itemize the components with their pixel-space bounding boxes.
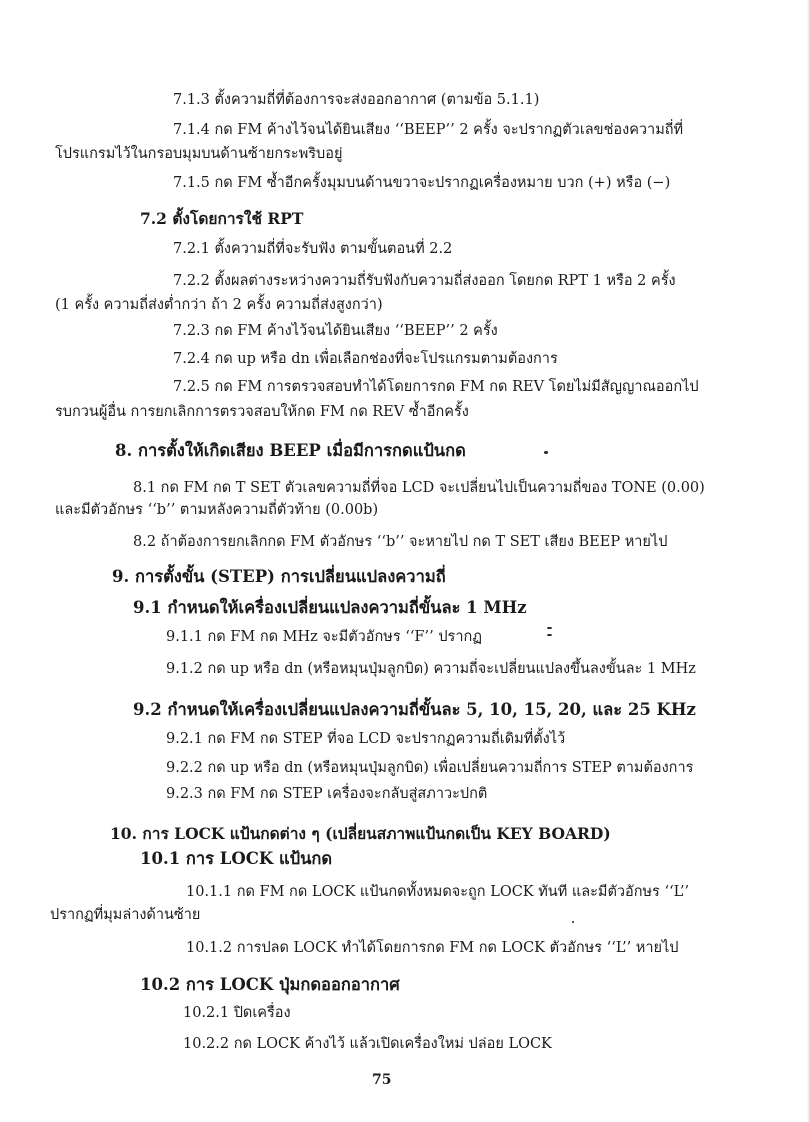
item-9-1-2: 9.1.2 กด up หรือ dn (หรือหมุนปุ่มลูกบิด) ความถี่จะเปลี่ยนแปลงขึ้นลงขั้นละ 1 MHz: [166, 661, 696, 677]
heading-10: 10. การ LOCK แป้นกดต่าง ๆ (เปลี่ยนสภาพแป้นกดเป็น KEY BOARD): [110, 824, 611, 843]
item-7-2-3: 7.2.3 กด FM ค้างไว้จนได้ยินเสียง ‘‘BEEP’’ 2 ครั้ง: [173, 323, 498, 339]
item-7-1-5: 7.1.5 กด FM ซ้ำอีกครั้งมุมบนด้านขวาจะปรากฏเครื่องหมาย บวก (+) หรือ (−): [173, 175, 671, 191]
heading-9: 9. การตั้งขั้น (STEP) การเปลี่ยนแปลงความถี่: [112, 567, 446, 586]
page-number: 75: [372, 1072, 392, 1088]
item-10-1-1-cont: ปรากฏที่มุมล่างด้านซ้าย: [50, 907, 201, 923]
scan-speck: [547, 627, 552, 629]
heading-10-2: 10.2 การ LOCK ปุ่มกดออกอากาศ: [140, 975, 400, 994]
item-7-2-5: 7.2.5 กด FM การตรวจสอบทำได้โดยการกด FM กด REV โดยไม่มีสัญญาณออกไป: [173, 379, 699, 395]
item-7-1-4: 7.1.4 กด FM ค้างไว้จนได้ยินเสียง ‘‘BEEP’’ 2 ครั้ง จะปรากฏตัวเลขช่องความถี่ที่: [173, 122, 684, 138]
item-7-2-5-cont: รบกวนผู้อื่น การยกเลิกการตรวจสอบให้กด FM กด REV ซ้ำอีกครั้ง: [55, 404, 469, 420]
item-9-2-1: 9.2.1 กด FM กด STEP ที่จอ LCD จะปรากฏความถี่เดิมที่ตั้งไว้: [166, 731, 566, 747]
heading-7-2: 7.2 ตั้งโดยการใช้ RPT: [140, 209, 304, 228]
item-8-2: 8.2 ถ้าต้องการยกเลิกกด FM ตัวอักษร ‘‘b’’ จะหายไป กด T SET เสียง BEEP หายไป: [133, 534, 668, 550]
item-9-2-2: 9.2.2 กด up หรือ dn (หรือหมุนปุ่มลูกบิด) เพื่อเปลี่ยนความถี่การ STEP ตามต้องการ: [166, 760, 694, 776]
item-10-1-2: 10.1.2 การปลด LOCK ทำได้โดยการกด FM กด LOCK ตัวอักษร ‘‘L’’ หายไป: [186, 940, 679, 956]
item-7-1-3: 7.1.3 ตั้งความถี่ที่ต้องการจะส่งออกอากาศ (ตามข้อ 5.1.1): [173, 92, 540, 108]
scan-speck: [572, 921, 574, 923]
item-7-1-4-cont: โปรแกรมไว้ในกรอบมุมบนด้านซ้ายกระพริบอยู่: [55, 146, 343, 162]
item-7-2-2: 7.2.2 ตั้งผลต่างระหว่างความถี่รับฟังกับความถี่ส่งออก โดยกด RPT 1 หรือ 2 ครั้ง: [173, 273, 676, 289]
item-10-2-1: 10.2.1 ปิดเครื่อง: [183, 1005, 291, 1021]
item-7-2-2-cont: (1 ครั้ง ความถี่ส่งต่ำกว่า ถ้า 2 ครั้ง ความถี่ส่งสูงกว่า): [55, 297, 383, 313]
item-8-1-cont: และมีตัวอักษร ‘‘b’’ ตามหลังความถี่ตัวท้าย (0.00b): [55, 502, 379, 518]
heading-9-2: 9.2 กำหนดให้เครื่องเปลี่ยนแปลงความถี่ขั้นละ 5, 10, 15, 20, และ 25 KHz: [133, 700, 696, 719]
item-9-2-3: 9.2.3 กด FM กด STEP เครื่องจะกลับสู่สภาวะปกติ: [166, 786, 488, 802]
item-8-1: 8.1 กด FM กด T SET ตัวเลขความถี่ที่จอ LCD จะเปลี่ยนไปเป็นความถี่ของ TONE (0.00): [133, 480, 705, 496]
item-7-2-4: 7.2.4 กด up หรือ dn เพื่อเลือกช่องที่จะโปรแกรมตามต้องการ: [173, 351, 558, 367]
scan-speck: [544, 451, 548, 454]
heading-9-1: 9.1 กำหนดให้เครื่องเปลี่ยนแปลงความถี่ขั้นละ 1 MHz: [133, 598, 527, 617]
item-10-1-1: 10.1.1 กด FM กด LOCK แป้นกดทั้งหมดจะถูก LOCK ทันที และมีตัวอักษร ‘‘L’’: [186, 884, 690, 900]
item-10-2-2: 10.2.2 กด LOCK ค้างไว้ แล้วเปิดเครื่องใหม่ ปล่อย LOCK: [183, 1036, 552, 1052]
scan-speck: [547, 634, 552, 636]
heading-10-1: 10.1 การ LOCK แป้นกด: [140, 849, 333, 868]
item-9-1-1: 9.1.1 กด FM กด MHz จะมีตัวอักษร ‘‘F’’ ปรากฏ: [166, 629, 482, 645]
heading-8: 8. การตั้งให้เกิดเสียง BEEP เมื่อมีการกดแป้นกด: [115, 441, 466, 460]
item-7-2-1: 7.2.1 ตั้งความถี่ที่จะรับฟัง ตามขั้นตอนที่ 2.2: [173, 241, 453, 257]
